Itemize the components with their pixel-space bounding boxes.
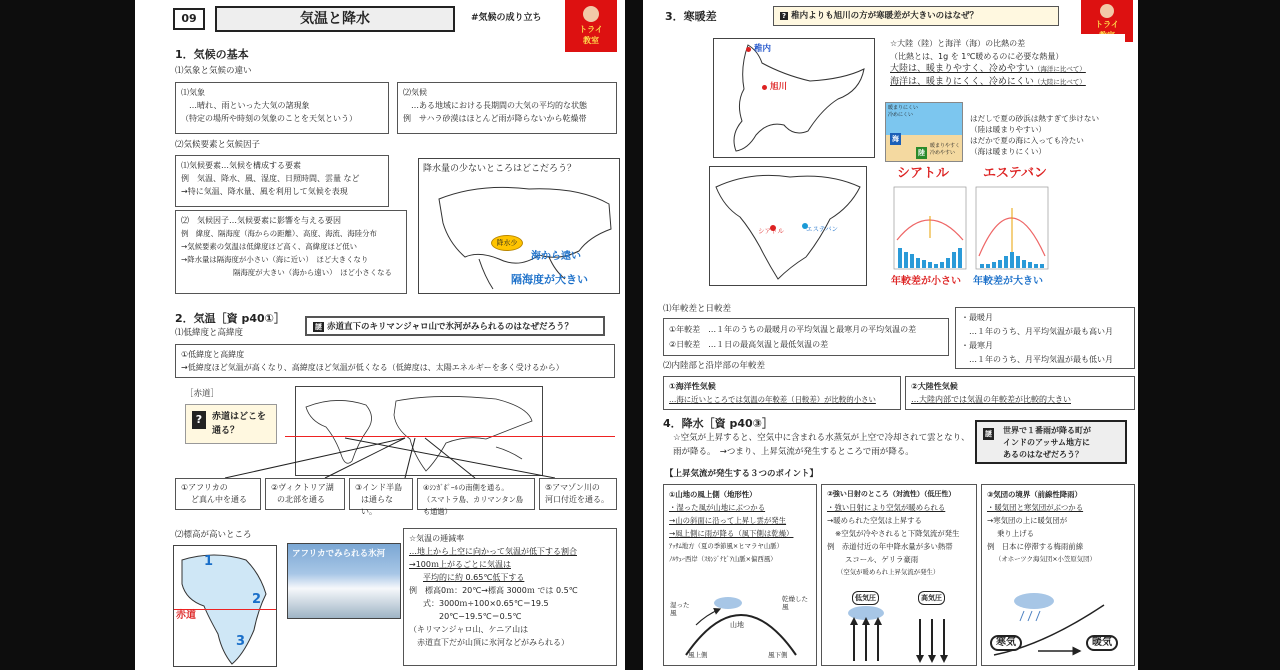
col2-line-1: ・強い日射により空気が暖められる (827, 503, 946, 512)
point5-line-1: ⑤アマゾン川の (545, 483, 600, 492)
warm-air-label: 暖気 (1086, 635, 1118, 651)
lapse-line-3: →100ｍ上がるごとに気温は (409, 560, 511, 569)
kilimanjaro-question (305, 316, 605, 336)
estevan-title: エステバン (983, 166, 1047, 181)
precip-badge (491, 235, 523, 251)
heat-line-1: ☆大陸（陸）と海洋（海）の比熱の差 (890, 39, 1026, 48)
section3-sub2: ⑵内陸部と沿岸部の年較差 (663, 361, 766, 371)
big-range-label: 年較差が大きい (973, 276, 1043, 287)
kilimanjaro-question-text: 赤道直下のキリマンジャロ山で氷河がみられるのはなぜだろう？ (327, 322, 573, 332)
beach-label-land-note: 暖まりやすく冷めやすい (930, 143, 961, 156)
logo-line-1: トライ (579, 25, 603, 34)
question-icon-2: ? (782, 12, 787, 20)
africa-num-3: 3 (236, 634, 246, 649)
title-box (215, 6, 455, 32)
col2-line-2: →暖められた空気は上昇する (827, 516, 922, 525)
precip-badge-text: 降水少 (496, 239, 518, 247)
col3-line-3: 乗り上げる (997, 529, 1034, 538)
col2-title: ②強い日射のところ（対流性）（低圧性） (827, 490, 956, 498)
beach-label-land: 陸 (918, 149, 925, 157)
section3-heading: 3．寒暖差 (665, 10, 717, 23)
climate-line-1: …ある地域における長期間の大気の平均的な状態 (411, 101, 587, 110)
big-distance-label: 隔海度が大きい (511, 273, 588, 286)
precip-intro-1: ☆空気が上昇すると、空気中に含まれる水蒸気が上空で冷却されて雲となり、 (673, 433, 970, 443)
heat-note-2: （大陸に比べて） (1033, 78, 1086, 86)
page-number: 09 (181, 12, 197, 25)
point1-line-1: ①アフリカの (181, 483, 228, 492)
hokkaido-map (713, 38, 875, 158)
orographic-box (663, 484, 817, 666)
elements-line-1: ⑴気候要素…気候を構成する要素 (181, 161, 301, 170)
small-range-label: 年較差が小さい (891, 276, 961, 287)
maritime-title: ①海洋性気候 (669, 382, 716, 391)
hashtag: #気候の成り立ち (471, 13, 542, 23)
africa-map (173, 545, 277, 667)
maritime-box (663, 376, 901, 410)
weather-title: ⑴気象 (181, 88, 205, 97)
section2-heading: 2．気温［資 p40①］ (175, 312, 285, 325)
heat-line-2: （比熱とは、1g を 1℃暖めるのに必要な熱量） (890, 52, 1064, 61)
latitude-line: →低緯度ほど気温が高くなり、高緯度ほど気温が低くなる（低緯度は、太陽エネルギーを多く受けるから） (181, 363, 564, 372)
equator-point-5 (539, 478, 617, 510)
factors-line-4: 隔海度が大きい（海から遠い） ほど小さくなる (233, 268, 392, 277)
weather-line-1: …晴れ、雨といった大気の諸現象 (189, 101, 310, 110)
latitude-box (175, 344, 615, 378)
glacier-photo (287, 543, 401, 619)
question-mark-icon: ? (192, 411, 206, 429)
fig-leeward: 風下側 (768, 651, 788, 659)
month-line-1: ・最暖月 (961, 313, 993, 322)
lapse-line-9: 赤道直下だが山頂に氷河などがみられる） (417, 638, 569, 647)
logo-right-line-1: トライ (1095, 20, 1119, 29)
page-number-box (173, 8, 205, 30)
north-america-map (709, 166, 867, 286)
lapse-line-6: 式：3000ｍ÷100×0.65℃＝19.5 (423, 599, 549, 608)
heat-line-4-wrap (890, 76, 1120, 89)
lapse-line-7: 20℃−19.5℃＝0.5℃ (439, 612, 522, 621)
person-icon-2 (1100, 4, 1114, 18)
beach-text (965, 110, 1129, 160)
section4-heading: 4．降水［資 p40③］ (663, 417, 773, 430)
latitude-title: ①低緯度と高緯度 (181, 350, 245, 359)
question-icon: 謎 (315, 323, 322, 331)
heat-line-4: 海洋は、暖まりにくく、冷めにくい (890, 77, 1034, 87)
temp-range-question (773, 6, 1059, 26)
col3-line-5: （オホーツク海気団×小笠原気団） (995, 555, 1096, 563)
lapse-line-2: …地上から上空に向かって気温が低下する割合 (409, 547, 577, 556)
section1-sub2: ⑵気候要素と気候因子 (175, 140, 261, 150)
climate-title: ⑵気候 (403, 88, 427, 97)
africa-equator-label: 赤道 (176, 610, 196, 621)
beach-line-1: はだしで夏の砂浜は熱すぎて歩けない (970, 114, 1100, 123)
specific-heat-box (885, 34, 1125, 98)
lapse-line-4: 平均的に約 0.65℃低下する (423, 573, 525, 582)
col1-line-2: →山の斜面に沿って上昇し雲が発生 (669, 516, 787, 525)
north-america-outline (710, 167, 866, 285)
hokkaido-outline (714, 39, 874, 157)
question-icon-3: 謎 (985, 430, 992, 438)
wakkanai-label: 稚内 (754, 44, 772, 54)
precip-map (418, 158, 620, 294)
point4-line-1: ④ｼﾝｶﾞﾎﾟｰﾙの南側を通る。 (423, 483, 509, 492)
equator-q-line-1: 赤道はどこを (212, 412, 267, 422)
factors-line-1: 例 緯度、隔海度（海からの距離）、高度、海流、海陸分布 (181, 229, 377, 238)
beach-line-3: はだかで夏の海に入っても冷たい (970, 136, 1084, 145)
climate-box (397, 82, 617, 134)
col3-line-2: →寒気団の上に暖気団が (987, 516, 1068, 525)
lapse-line-1: ☆気温の逓減率 (409, 534, 465, 543)
lapse-line-5: 例 標高0ｍ：20℃→標高 3000ｍ では 0.5℃ (409, 586, 578, 595)
continental-title: ②大陸性気候 (911, 382, 958, 391)
logo (565, 0, 617, 52)
continental-line: …大陸内部では気温の年較差が比較的大きい (911, 395, 1071, 404)
precip-intro-2: 雨が降る。 →つまり、上昇気流が発生するところで雨が降る。 (673, 447, 914, 457)
elements-line-3: →特に気温、降水量、風を利用して気候を表現 (181, 187, 348, 196)
right-page (643, 0, 1138, 670)
point2-line-2: の北部を通る (277, 495, 325, 504)
section1-sub1: ⑴気象と気候の違い (175, 66, 252, 76)
frontal-box (981, 484, 1135, 666)
col2-line-6: （空気が暖められ上昇気流が発生） (837, 568, 940, 576)
continental-box (905, 376, 1135, 410)
month-line-4: …１年のうち、月平均気温が最も低い月 (969, 355, 1113, 364)
beach-line-2: （陸は暖まりやすい） (970, 125, 1046, 134)
range-line-1: ①年較差 …１年のうちの最暖月の平均気温と最寒月の平均気温の差 (669, 325, 917, 334)
point3-line-1: ③インド半島 (355, 483, 403, 492)
heat-note-1: （海洋に比べて） (1033, 65, 1086, 73)
section2-sub1: ⑴低緯度と高緯度 (175, 328, 244, 338)
col3-title: ③気団の境界（前線性降雨） (987, 490, 1082, 499)
fig-mountain: 山地 (730, 621, 744, 629)
point5-line-2: 河口付近を通る。 (545, 495, 609, 504)
lapse-rate-box (403, 528, 617, 666)
weather-line-2: （特定の場所や時刻の気象のことを天気という） (181, 114, 357, 123)
section2-sub2: ⑵標高が高いところ (175, 530, 252, 540)
equator-point-3 (349, 478, 413, 516)
seattle-climate-graph (893, 186, 967, 270)
heat-line-3-wrap (890, 63, 1120, 76)
left-page (135, 0, 625, 670)
elements-line-2: 例 気温、降水、風、湿度、日照時間、雲量 など (181, 174, 360, 183)
beach-label-sea: 海 (892, 135, 899, 143)
convection-diagram (824, 605, 974, 665)
africa-num-1: 1 (204, 554, 214, 569)
logo-line-2: 教室 (583, 36, 599, 45)
person-icon (583, 6, 599, 22)
col1-line-1: ・湿った風が山地にぶつかる (669, 503, 766, 512)
factors-title: ⑵ 気候因子…気候要素に影響を与える要因 (181, 216, 341, 225)
temp-range-question-text: 稚内よりも旭川の方が寒暖差が大きいのはなぜ？ (791, 11, 979, 21)
col1-title: ①山地の風上側（地形性） (669, 490, 757, 499)
point3-line-2: は通らない。 (361, 495, 393, 516)
fig-windward: 風上側 (688, 651, 708, 659)
climate-line-2: 例 サハラ砂漠はほとんど雨が降らないから乾燥帯 (403, 114, 587, 123)
col1-line-5: ﾉﾙｳｪｰ西岸（ｽｶﾝｼﾞﾅﾋﾞｱ山脈×偏西風） (669, 555, 777, 563)
asahikawa-dot (762, 85, 767, 90)
lapse-line-8: （キリマンジャロ山、ケニア山は (409, 625, 529, 634)
equator-point-1 (175, 478, 261, 510)
seattle-graph-svg (893, 186, 967, 270)
estevan-graph-svg (975, 186, 1049, 270)
col3-line-1: ・暖気団と寒気団がぶつかる (987, 503, 1084, 512)
high-pressure-label: 高気圧 (918, 591, 945, 605)
convective-box (821, 484, 977, 666)
range-box (663, 318, 949, 356)
estevan-map-label: エステバン (806, 225, 838, 233)
assam-q-line-1: 世界で１番雨が降る町が (1003, 426, 1091, 435)
factors-line-3: →降水量は隔海度が小さい（海に近い） ほど大きくなり (181, 255, 369, 264)
range-line-2: ②日較差 …１日の最高気温と最低気温の差 (669, 340, 829, 349)
beach-label-sea-note: 暖まりにくい冷めにくい (888, 105, 919, 118)
month-line-2: …１年のうち、月平均気温が最も高い月 (969, 327, 1113, 336)
equator-point-4 (417, 478, 535, 516)
updraft-points-title: 【上昇気流が発生する３つのポイント】 (665, 469, 819, 479)
seattle-map-label: シアトル (758, 227, 784, 235)
precip-map-question: 降水量の少ないところはどこだろう？ (423, 164, 577, 174)
climate-elements-box (175, 155, 389, 207)
col3-line-4: 例 日本に停滞する梅雨前線 (987, 542, 1084, 551)
point4-line-2: （スマトラ島、カリマンタン島も通過） (423, 495, 524, 516)
cold-air-label: 寒気 (990, 635, 1022, 651)
col1-line-4: ｱｯｻﾑ地方（夏の季節風×ヒマラヤ山脈） (669, 542, 783, 550)
africa-num-2: 2 (252, 592, 262, 607)
col2-line-5: スコール、ゲリラ豪雨 (845, 555, 919, 564)
climate-factors-box (175, 210, 407, 294)
estevan-climate-graph (975, 186, 1049, 270)
heat-line-3: 大陸は、暖まりやすく、冷めやすい (890, 64, 1034, 74)
month-line-3: ・最寒月 (961, 341, 993, 350)
col1-line-3: →風上側に雨が降る（風下側は乾燥） (669, 529, 794, 538)
assam-q-line-2: インドのアッサム地方に (1003, 438, 1091, 447)
col2-line-4: 例 赤道付近の年中降水量が多い熱帯 (827, 542, 953, 551)
col2-line-3: ※空気が冷やされると下降気流が発生 (835, 529, 960, 538)
month-box (955, 307, 1135, 369)
front-diagram (984, 585, 1134, 665)
fig-wet-wind: 湿った風 (670, 601, 690, 617)
equator-point-2 (265, 478, 345, 510)
maritime-line: …海に近いところでは気温の年較差（日較差）が比較的小さい (669, 395, 876, 404)
assam-q-line-3: あるのはなぜだろう？ (1003, 450, 1083, 459)
glacier-photo-title: アフリカでみられる氷河 (292, 549, 386, 559)
equator-label: ［赤道］ (185, 389, 220, 399)
assam-question (975, 420, 1127, 464)
point2-line-1: ②ヴィクトリア湖 (271, 483, 334, 492)
factors-line-2: →気候要素の気温は低緯度ほど高く、高緯度ほど低い (181, 242, 358, 251)
section3-sub1: ⑴年較差と日較差 (663, 304, 732, 314)
seattle-title: シアトル (897, 166, 950, 181)
weather-box (175, 82, 389, 134)
wakkanai-dot (746, 47, 751, 52)
low-pressure-label: 低気圧 (852, 591, 879, 605)
beach-line-4: （海は暖まりにくい） (970, 147, 1046, 156)
far-from-sea-label: 海から遠い (531, 251, 581, 262)
asahikawa-label: 旭川 (770, 82, 788, 92)
page-title: 気温と降水 (300, 11, 370, 27)
point1-line-2: ど真ん中を通る (191, 495, 247, 504)
section1-heading: 1．気候の基本 (175, 48, 249, 61)
beach-illustration (885, 102, 963, 162)
fig-dry-wind: 乾燥した風 (782, 595, 808, 611)
equator-q-line-2: 通る？ (212, 426, 240, 436)
